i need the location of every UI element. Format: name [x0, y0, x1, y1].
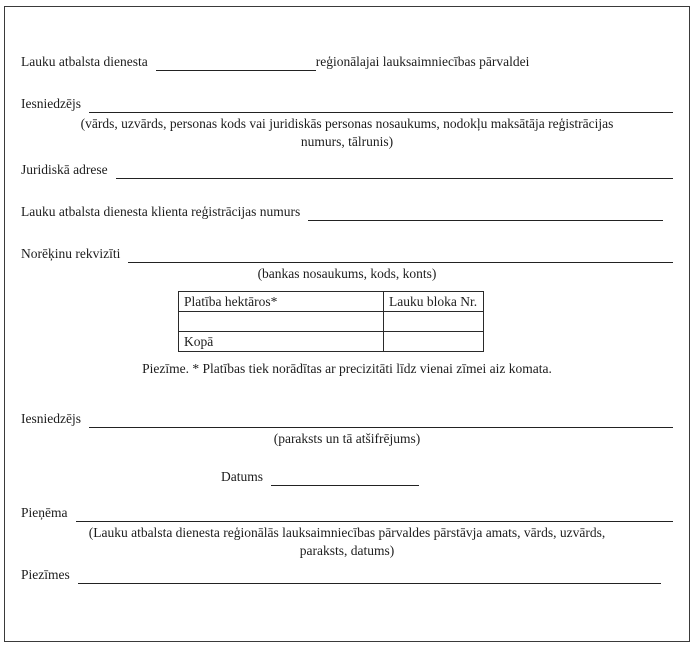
- received-label: Pieņēma: [21, 505, 68, 520]
- signature-label: Iesniedzējs: [21, 411, 81, 426]
- received-blank[interactable]: [76, 507, 674, 522]
- block-entry-cell[interactable]: [384, 312, 484, 332]
- area-table-header-area: Platība hektāros*: [179, 292, 384, 312]
- signature-blank[interactable]: [89, 413, 673, 428]
- received-hint: (Lauku atbalsta dienesta reģionālās lauksaimniecības pārvaldes pārstāvja amats, vārds, uzvārds, paraksts, datums): [88, 525, 606, 558]
- legal-address-row: [21, 161, 673, 179]
- signature-row: [21, 410, 673, 428]
- remarks-row: [21, 566, 673, 584]
- addressee-prefix: Lauku atbalsta dienesta: [21, 54, 148, 69]
- precision-note: Piezīme. * Platības tiek norādītas ar precizitāti līdz vienai zīmei aiz komata.: [142, 361, 552, 376]
- area-entry-cell[interactable]: [179, 312, 384, 332]
- area-total-label: Kopā: [179, 332, 384, 352]
- remarks-blank[interactable]: [78, 569, 661, 584]
- area-total-cell[interactable]: [384, 332, 484, 352]
- regional-office-blank[interactable]: [156, 56, 316, 71]
- date-row: [221, 468, 673, 486]
- legal-address-label: Juridiskā adrese: [21, 162, 108, 177]
- area-table-header-row: [179, 292, 484, 312]
- bank-details-row: [21, 245, 673, 263]
- bank-details-blank[interactable]: [128, 248, 673, 263]
- remarks-label: Piezīmes: [21, 567, 70, 582]
- area-table-entry-row: [179, 312, 484, 332]
- bank-details-hint: (bankas nosaukums, kods, konts): [257, 266, 437, 281]
- bank-details-label: Norēķinu rekvizīti: [21, 246, 121, 261]
- addressee-row: [21, 53, 673, 71]
- area-table: [178, 291, 484, 352]
- applicant-label: Iesniedzējs: [21, 96, 81, 111]
- form-page: [4, 6, 690, 642]
- area-table-total-row: [179, 332, 484, 352]
- signature-hint: (paraksts un tā atšifrējums): [273, 431, 421, 446]
- applicant-row: [21, 95, 673, 113]
- area-table-header-block: Lauku bloka Nr.: [384, 292, 484, 312]
- client-number-label: Lauku atbalsta dienesta klienta reģistrācijas numurs: [21, 204, 301, 219]
- client-number-row: [21, 203, 673, 221]
- date-blank[interactable]: [271, 471, 419, 486]
- applicant-blank[interactable]: [89, 98, 673, 113]
- date-label: Datums: [221, 469, 263, 484]
- client-number-blank[interactable]: [308, 206, 663, 221]
- applicant-hint: (vārds, uzvārds, personas kods vai juridiskās personas nosaukums, nodokļu maksātāja reģistrācijas numurs, tālrunis): [80, 116, 614, 149]
- received-row: [21, 504, 673, 522]
- addressee-suffix: reģionālajai lauksaimniecības pārvaldei: [315, 54, 530, 69]
- legal-address-blank[interactable]: [116, 164, 673, 179]
